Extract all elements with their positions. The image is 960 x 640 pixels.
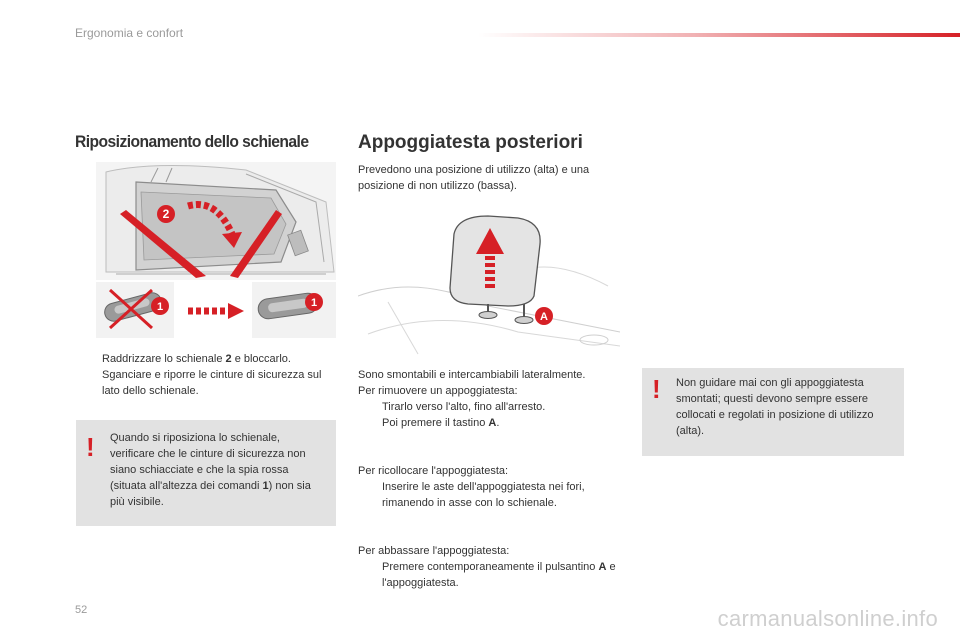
warning-icon: ! — [86, 432, 95, 462]
list-item: Poi premere il tastino A. — [382, 417, 500, 429]
right-warning-text: Non guidare mai con gli appoggiatesta smontati; questi devono sempre essere collocati e regolati in posizione di utilizzo (alta). — [676, 377, 874, 437]
warning-icon: ! — [652, 374, 661, 404]
list-item: Inserire le aste dell'appoggiatesta nei fori, rimanendo in asse con lo schienale. — [382, 481, 585, 509]
section-header: Ergonomia e confort — [75, 26, 184, 40]
headrest-illustration-svg — [358, 214, 620, 358]
header-accent-line — [478, 33, 960, 37]
callout-2-label: 2 — [162, 207, 170, 221]
right-section-title: Appoggiatesta posteriori — [358, 132, 583, 153]
list-item: Raddrizzare lo schienale 2 e bloccarlo. — [102, 353, 291, 365]
headrest-lower-section: Per abbassare l'appoggiatesta: Premere contemporaneamente il pulsantino A e l'appoggiatesta. — [358, 543, 620, 591]
seat-illustration — [96, 162, 336, 340]
list-item: Sganciare e riporre le cinture di sicurezza sul lato dello schienale. — [102, 369, 322, 397]
headrest-refit-section: Per ricollocare l'appoggiatesta: Inserire le aste dell'appoggiatesta nei fori, rimanendo in asse con lo schienale. — [358, 463, 620, 511]
headrest-illustration — [358, 214, 620, 358]
watermark: carmanualsonline.info — [717, 606, 938, 631]
list-item: Premere contemporaneamente il pulsantino A e l'appoggiatesta. — [382, 561, 616, 589]
headrest-intro: Prevedono una posizione di utilizzo (alta) e una posizione di non utilizzo (bassa). — [358, 164, 590, 192]
left-section-title: Riposizionamento dello schienale — [75, 132, 309, 151]
right-warning-box — [642, 368, 904, 456]
callout-1-left-label: 1 — [156, 301, 164, 313]
callout-1-right-label: 1 — [310, 297, 318, 309]
headrest-remove-section: Sono smontabili e intercambiabili lateralmente. Per rimuovere un appoggiatesta: Tirarlo verso l'alto, fino all'arresto. Poi premere il tastino A. — [358, 367, 628, 431]
left-warning-box — [76, 420, 336, 526]
left-instructions — [78, 351, 330, 399]
left-warning-text: Quando si riposiziona lo schienale, verificare che le cinture di sicurezza non siano schiacciate e che la spia rossa (situata all'altezza dei comandi 1) non sia più visibile. — [110, 432, 311, 508]
list-item: Tirarlo verso l'alto, fino all'arresto. — [382, 401, 546, 413]
seat-illustration-svg — [96, 162, 336, 340]
page-number: 52 — [75, 604, 88, 616]
callout-a-label: A — [540, 311, 548, 323]
